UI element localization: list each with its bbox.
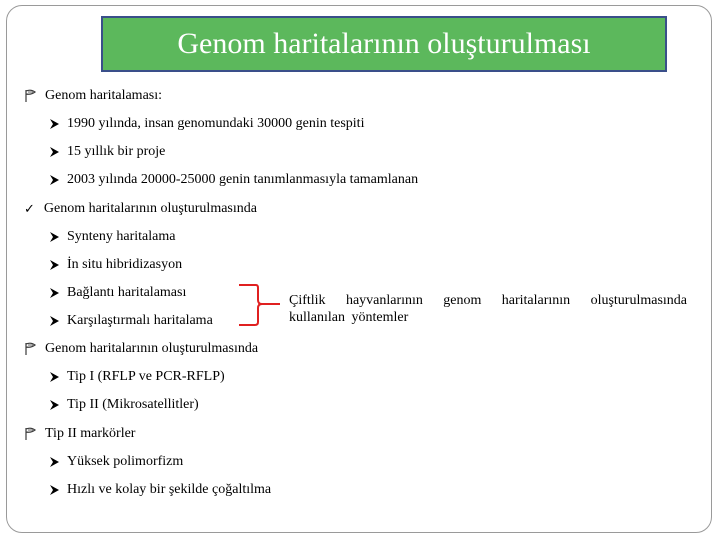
list-item xyxy=(50,285,186,301)
list-item-label: 2003 yılında 20000-25000 genin tanımlanmasıyla tamamlanan xyxy=(67,172,419,187)
arrow-bullet-icon xyxy=(50,372,59,382)
list-item-label: Hızlı ve kolay bir şekilde çoğaltılma xyxy=(67,482,272,497)
arrow-bullet-icon xyxy=(50,316,59,326)
title-banner xyxy=(101,16,667,72)
list-item-label: Bağlantı haritalaması xyxy=(67,285,187,300)
arrow-bullet-icon xyxy=(50,119,59,129)
list-item-label: Yüksek polimorfizm xyxy=(67,454,184,469)
arrow-bullet-icon xyxy=(50,260,59,270)
list-item xyxy=(24,341,258,357)
list-item-label: Synteny haritalama xyxy=(67,229,176,244)
list-item-label: Genom haritalarının oluşturulmasında xyxy=(45,341,259,356)
arrow-bullet-icon xyxy=(50,457,59,467)
note-line: kullanılan yöntemler xyxy=(289,310,409,325)
arrow-bullet-icon xyxy=(50,485,59,495)
list-item xyxy=(50,229,175,245)
list-item-label: Karşılaştırmalı haritalama xyxy=(67,313,213,328)
list-item-label: Genom haritalaması: xyxy=(45,88,163,103)
list-item xyxy=(50,116,364,132)
methods-note xyxy=(289,292,687,326)
arrow-bullet-icon xyxy=(50,175,59,185)
flag-bullet-icon xyxy=(24,427,37,441)
list-item xyxy=(50,172,418,188)
list-item xyxy=(50,369,225,385)
list-item xyxy=(24,201,257,217)
list-item-label: 15 yıllık bir proje xyxy=(67,144,166,159)
list-item-label: Tip II markörler xyxy=(45,426,136,441)
arrow-bullet-icon xyxy=(50,400,59,410)
list-item xyxy=(50,313,213,329)
arrow-bullet-icon xyxy=(50,288,59,298)
list-item xyxy=(50,397,199,413)
list-item xyxy=(50,454,183,470)
arrow-bullet-icon xyxy=(50,147,59,157)
list-item-label: İn situ hibridizasyon xyxy=(67,257,183,272)
list-item xyxy=(24,88,162,104)
list-item-label: Genom haritalarının oluşturulmasında xyxy=(43,201,257,216)
arrow-bullet-icon xyxy=(50,232,59,242)
flag-bullet-icon xyxy=(24,342,37,356)
flag-bullet-icon xyxy=(24,89,37,103)
note-line: Çiftlik hayvanlarının genom haritalarının oluşturulmasında xyxy=(289,293,687,308)
list-item-label: 1990 yılında, insan genomundaki 30000 genin tespiti xyxy=(67,116,365,131)
list-item xyxy=(50,144,165,160)
slide-title: Genom haritalarının oluşturulması xyxy=(177,27,591,60)
list-item-label: Tip I (RFLP ve PCR-RFLP) xyxy=(67,369,225,384)
checkmark-icon: ✓ xyxy=(24,201,35,216)
list-item xyxy=(50,257,182,273)
list-item xyxy=(50,482,271,498)
list-item xyxy=(24,426,135,442)
brace-icon xyxy=(238,282,282,328)
list-item-label: Tip II (Mikrosatellitler) xyxy=(67,397,199,412)
